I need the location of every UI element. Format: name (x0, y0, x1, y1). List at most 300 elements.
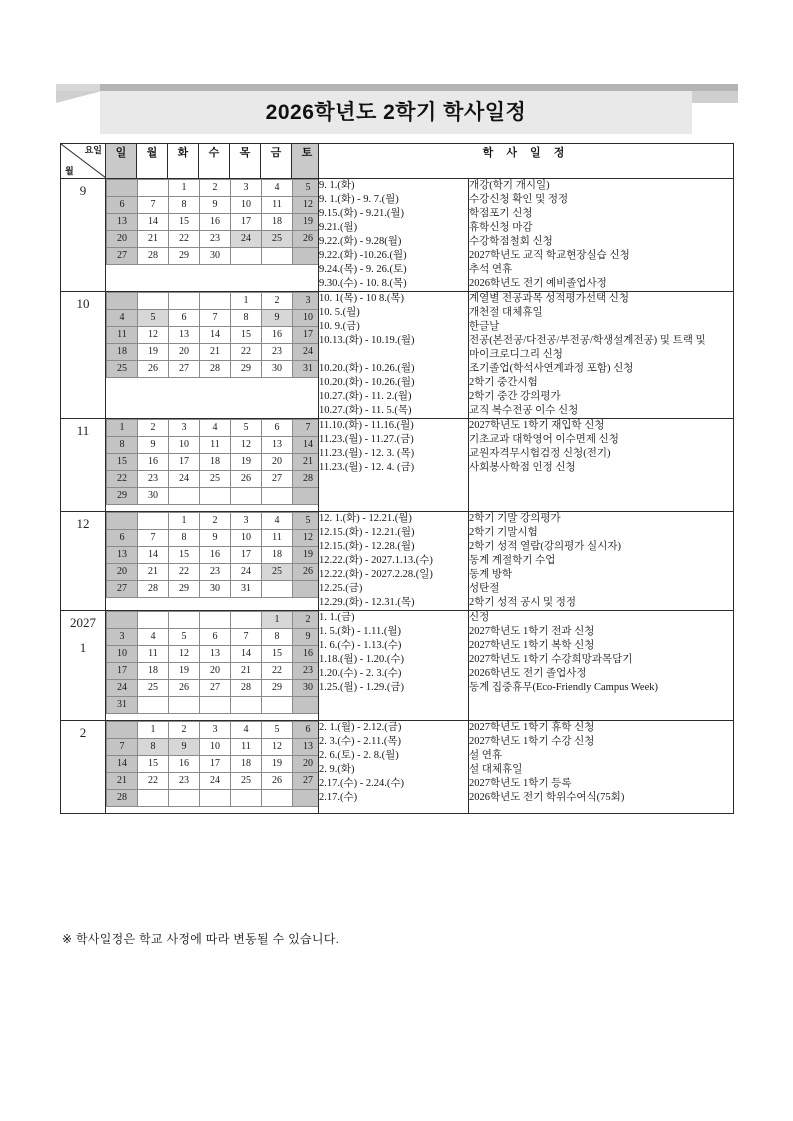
month-year-label: 2027 (70, 615, 96, 630)
event-descriptions-cell (469, 512, 734, 611)
mini-calendar-day: 16 (200, 547, 231, 564)
mini-calendar-day: 14 (138, 547, 169, 564)
month-row (61, 611, 734, 721)
month-number-label: 11 (76, 423, 90, 438)
mini-calendar-day: 20 (200, 663, 231, 680)
mini-calendar-spacer-cell (107, 265, 138, 272)
mini-calendar-day: 31 (293, 361, 324, 378)
event-date: 12.15.(화) - 12.28.(월) (319, 541, 415, 552)
mini-calendar-spacer-cell (169, 378, 200, 385)
schedule-column-header: 학 사 일 정 (319, 144, 734, 179)
mini-calendar-week (107, 197, 324, 214)
mini-calendar-day: 29 (169, 581, 200, 598)
event-description: 전공(본전공/다전공/부전공/학생설계전공) 및 트랙 및 (469, 335, 706, 346)
mini-calendar-day: 8 (262, 629, 293, 646)
mini-calendar-day: 10 (231, 197, 262, 214)
mini-calendar-day: 3 (200, 722, 231, 739)
mini-calendar-day: 14 (138, 214, 169, 231)
mini-calendar-spacer-cell (107, 598, 138, 605)
month-number-label: 1 (79, 639, 87, 655)
event-description: 2학기 성적 열람(강의평가 실시자) (469, 541, 621, 552)
mini-calendar-cell (106, 179, 319, 292)
mini-calendar-day: 17 (231, 547, 262, 564)
month-number-label: 12 (76, 516, 90, 531)
mini-calendar-empty-day (231, 612, 262, 629)
event-description: 신정 (469, 612, 490, 623)
mini-calendar-day: 5 (293, 513, 324, 530)
mini-calendar-week (107, 581, 324, 598)
event-dates-cell (319, 512, 469, 611)
mini-calendar-day: 2 (200, 513, 231, 530)
mini-calendar-day: 20 (107, 231, 138, 248)
mini-calendar-day: 25 (107, 361, 138, 378)
mini-calendar-day: 14 (107, 756, 138, 773)
mini-calendar-day: 16 (169, 756, 200, 773)
event-date: 1.18.(월) - 1.20.(수) (319, 654, 405, 665)
event-descriptions-cell (469, 292, 734, 419)
mini-calendar-day: 18 (138, 663, 169, 680)
mini-calendar-spacer-cell (107, 505, 138, 512)
event-date: 10. 1(목) - 10 8.(목) (319, 293, 405, 304)
weekday-header-sun: 일 (106, 144, 137, 178)
event-dates-cell (319, 292, 469, 419)
mini-calendar-day: 23 (138, 471, 169, 488)
mini-calendar-week (107, 310, 324, 327)
mini-calendar-day: 22 (169, 564, 200, 581)
weekday-header-wed: 수 (199, 144, 230, 178)
mini-calendar-week (107, 612, 324, 629)
mini-calendar-empty-day (200, 293, 231, 310)
mini-calendar-empty-day (200, 488, 231, 505)
mini-calendar-day: 25 (262, 564, 293, 581)
mini-calendar-grid (106, 419, 324, 511)
mini-calendar-cell (106, 721, 319, 814)
mini-calendar-day: 28 (138, 581, 169, 598)
event-description: 계열별 전공과목 성적평가선택 신청 (469, 293, 630, 304)
mini-calendar-day: 9 (293, 629, 324, 646)
mini-calendar-spacer-cell (138, 505, 169, 512)
mini-calendar-day: 15 (231, 327, 262, 344)
event-dates-cell (319, 179, 469, 292)
page-title: 2026학년도 2학기 학사일정 (265, 101, 527, 124)
month-number-label: 2 (79, 725, 87, 740)
mini-calendar-day: 13 (262, 437, 293, 454)
mini-calendar-spacer-cell (200, 378, 231, 385)
event-dates-list (319, 292, 468, 418)
mini-calendar-day: 28 (138, 248, 169, 265)
event-dates-list (319, 611, 468, 695)
event-descriptions-list (469, 721, 733, 805)
event-description: 2027학년도 1학기 등록 (469, 778, 572, 789)
month-row (61, 292, 734, 419)
footnote-text: ※ 학사일정은 학교 사정에 따라 변동될 수 있습니다. (62, 932, 340, 946)
month-label-cell (61, 611, 106, 721)
mini-calendar-empty-day (231, 790, 262, 807)
mini-calendar-day: 26 (293, 231, 324, 248)
mini-calendar-day: 2 (200, 180, 231, 197)
event-description: 사회봉사학점 인정 신청 (469, 462, 576, 473)
mini-calendar-spacer-cell (231, 505, 262, 512)
mini-calendar-day: 26 (138, 361, 169, 378)
mini-calendar-day: 17 (200, 756, 231, 773)
mini-calendar-spacer-cell (262, 505, 293, 512)
mini-calendar-day: 12 (293, 530, 324, 547)
mini-calendar-spacer-row (107, 598, 324, 605)
mini-calendar-day: 30 (200, 248, 231, 265)
mini-calendar-day: 9 (262, 310, 293, 327)
mini-calendar-day: 16 (262, 327, 293, 344)
month-label-cell (61, 292, 106, 419)
mini-calendar-day: 13 (293, 739, 324, 756)
mini-calendar-day: 3 (231, 180, 262, 197)
event-description: 마이크로디그리 신청 (469, 349, 563, 360)
title-banner (56, 84, 738, 134)
mini-calendar-day: 21 (138, 231, 169, 248)
mini-calendar-day: 9 (200, 530, 231, 547)
mini-calendar-cell (106, 419, 319, 512)
mini-calendar-day: 22 (138, 773, 169, 790)
table-header-row (61, 144, 734, 179)
event-description: 개강(학기 개시일) (469, 180, 550, 191)
mini-calendar-day: 1 (231, 293, 262, 310)
mini-calendar-day: 5 (169, 629, 200, 646)
mini-calendar-day: 22 (107, 471, 138, 488)
mini-calendar-day: 27 (107, 581, 138, 598)
mini-calendar-day: 7 (231, 629, 262, 646)
mini-calendar-empty-day (138, 612, 169, 629)
event-description: 2027학년도 1학기 휴학 신청 (469, 722, 595, 733)
mini-calendar-week (107, 739, 324, 756)
mini-calendar-day: 23 (262, 344, 293, 361)
mini-calendar-day: 21 (138, 564, 169, 581)
month-label-cell (61, 419, 106, 512)
event-date: 9.21.(월) (319, 222, 358, 233)
mini-calendar-day: 26 (262, 773, 293, 790)
month-row (61, 721, 734, 814)
event-description: 2027학년도 1학기 전과 신청 (469, 626, 595, 637)
mini-calendar-day: 6 (293, 722, 324, 739)
mini-calendar-day: 18 (262, 214, 293, 231)
mini-calendar-day: 10 (107, 646, 138, 663)
mini-calendar-day: 27 (107, 248, 138, 265)
mini-calendar-day: 24 (169, 471, 200, 488)
mini-calendar-spacer-cell (169, 714, 200, 721)
mini-calendar-empty-day (138, 790, 169, 807)
mini-calendar-day: 19 (169, 663, 200, 680)
mini-calendar-day: 8 (169, 197, 200, 214)
mini-calendar-empty-day (107, 180, 138, 197)
mini-calendar-empty-day (169, 790, 200, 807)
weekday-header-sat: 토 (292, 144, 323, 178)
mini-calendar-spacer-cell (262, 265, 293, 272)
event-descriptions-list (469, 611, 733, 695)
mini-calendar-day: 9 (169, 739, 200, 756)
mini-calendar-day: 5 (231, 420, 262, 437)
mini-calendar-day: 23 (293, 663, 324, 680)
mini-calendar-cell (106, 292, 319, 419)
month-number-label: 9 (79, 183, 87, 198)
mini-calendar-spacer-cell (107, 807, 138, 814)
mini-calendar-day: 23 (200, 231, 231, 248)
mini-calendar-day: 7 (138, 197, 169, 214)
mini-calendar-spacer-cell (262, 598, 293, 605)
event-description: 수강학점철회 신청 (469, 236, 553, 247)
event-date: 2.17.(수) - 2.24.(수) (319, 778, 405, 789)
event-description: 2027학년도 1학기 복학 신청 (469, 640, 595, 651)
event-date: 10.20.(화) - 10.26.(월) (319, 363, 415, 374)
mini-calendar-day: 2 (293, 612, 324, 629)
mini-calendar-day: 26 (231, 471, 262, 488)
mini-calendar-day: 13 (107, 214, 138, 231)
event-description: 2026학년도 전기 졸업사정 (469, 668, 587, 679)
event-description: 동계 방학 (469, 569, 513, 580)
event-descriptions-cell (469, 179, 734, 292)
mini-calendar-day: 12 (262, 739, 293, 756)
mini-calendar-week (107, 697, 324, 714)
mini-calendar-empty-day (107, 722, 138, 739)
mini-calendar-spacer-cell (138, 807, 169, 814)
mini-calendar-spacer-cell (231, 598, 262, 605)
mini-calendar-day: 23 (169, 773, 200, 790)
mini-calendar-week (107, 756, 324, 773)
event-date: 12.22.(화) - 2027.2.28.(일) (319, 569, 433, 580)
event-description: 동계 계절학기 수업 (469, 555, 556, 566)
mini-calendar-day: 4 (231, 722, 262, 739)
mini-calendar-day: 28 (231, 680, 262, 697)
event-date: 12. 1.(화) - 12.21.(월) (319, 513, 412, 524)
mini-calendar-week (107, 488, 324, 505)
mini-calendar-empty-day (107, 513, 138, 530)
mini-calendar-day: 4 (138, 629, 169, 646)
banner-left-bevel (56, 91, 102, 103)
month-label-cell (61, 721, 106, 814)
mini-calendar-day: 24 (231, 231, 262, 248)
mini-calendar-spacer-cell (231, 378, 262, 385)
mini-calendar-empty-day (262, 697, 293, 714)
mini-calendar-day: 12 (293, 197, 324, 214)
event-date: 10. 5.(월) (319, 307, 360, 318)
mini-calendar-day: 20 (262, 454, 293, 471)
mini-calendar-day: 1 (169, 513, 200, 530)
event-description: 2학기 기말시험 (469, 527, 538, 538)
banner-top-edge (100, 84, 738, 91)
mini-calendar-day: 10 (231, 530, 262, 547)
mini-calendar-spacer-cell (169, 505, 200, 512)
mini-calendar-empty-day (262, 248, 293, 265)
mini-calendar-day: 12 (169, 646, 200, 663)
weekday-header-tue: 화 (168, 144, 199, 178)
header-month-label: 월 (65, 166, 74, 176)
mini-calendar-spacer-cell (231, 265, 262, 272)
mini-calendar-day: 13 (169, 327, 200, 344)
mini-calendar-day: 10 (293, 310, 324, 327)
mini-calendar-day: 1 (169, 180, 200, 197)
mini-calendar-grid (106, 611, 324, 720)
mini-calendar-day: 23 (200, 564, 231, 581)
mini-calendar-empty-day (200, 697, 231, 714)
mini-calendar-day: 3 (293, 293, 324, 310)
mini-calendar-day: 18 (200, 454, 231, 471)
mini-calendar-day: 5 (138, 310, 169, 327)
event-description: 동계 집중휴무(Eco-Friendly Campus Week) (469, 682, 658, 693)
mini-calendar-empty-day (169, 612, 200, 629)
mini-calendar-spacer-row (107, 265, 324, 272)
mini-calendar-day: 15 (262, 646, 293, 663)
mini-calendar-spacer-row (107, 505, 324, 512)
mini-calendar-empty-day (231, 248, 262, 265)
mini-calendar-day: 7 (200, 310, 231, 327)
academic-calendar-table (60, 143, 734, 814)
mini-calendar-day: 6 (262, 420, 293, 437)
mini-calendar-day: 4 (107, 310, 138, 327)
mini-calendar-day: 22 (262, 663, 293, 680)
month-row (61, 512, 734, 611)
mini-calendar-day: 10 (200, 739, 231, 756)
mini-calendar-day: 2 (169, 722, 200, 739)
event-description: 수강신청 확인 및 정정 (469, 194, 569, 205)
mini-calendar-day: 15 (107, 454, 138, 471)
mini-calendar-day: 22 (169, 231, 200, 248)
mini-calendar-day: 14 (293, 437, 324, 454)
mini-calendar-day: 28 (200, 361, 231, 378)
mini-calendar-week (107, 327, 324, 344)
mini-calendar-day: 19 (293, 547, 324, 564)
mini-calendar-day: 18 (231, 756, 262, 773)
event-date: 9.30.(수) - 10. 8.(목) (319, 278, 407, 289)
mini-calendar-empty-day (169, 697, 200, 714)
mini-calendar-empty-day (262, 790, 293, 807)
event-dates-cell (319, 419, 469, 512)
event-description: 조기졸업(학석사연계과정 포함) 신청 (469, 363, 634, 374)
mini-calendar-day: 30 (293, 680, 324, 697)
event-description: 한글날 (469, 321, 500, 332)
event-description: 교직 복수전공 이수 신청 (469, 405, 579, 416)
event-descriptions-list (469, 292, 733, 418)
mini-calendar-day: 3 (107, 629, 138, 646)
event-date: 1.20.(수) - 2. 3.(수) (319, 668, 402, 679)
event-description: 2학기 중간시험 (469, 377, 538, 388)
mini-calendar-week (107, 790, 324, 807)
mini-calendar-day: 5 (293, 180, 324, 197)
mini-calendar-spacer-cell (107, 714, 138, 721)
mini-calendar-spacer-cell (200, 714, 231, 721)
mini-calendar-grid (106, 292, 324, 384)
mini-calendar-spacer-cell (231, 714, 262, 721)
mini-calendar-empty-day (107, 612, 138, 629)
event-descriptions-cell (469, 419, 734, 512)
mini-calendar-day: 21 (231, 663, 262, 680)
mini-calendar-day: 1 (107, 420, 138, 437)
mini-calendar-day: 12 (231, 437, 262, 454)
month-number-label: 10 (76, 296, 90, 311)
mini-calendar-spacer-cell (138, 714, 169, 721)
mini-calendar-spacer-cell (138, 378, 169, 385)
event-description: 학점포기 신청 (469, 208, 533, 219)
mini-calendar-empty-day (200, 790, 231, 807)
mini-calendar-week (107, 513, 324, 530)
mini-calendar-week (107, 437, 324, 454)
mini-calendar-day: 31 (107, 697, 138, 714)
mini-calendar-day: 10 (169, 437, 200, 454)
event-date: 12.25.(금) (319, 583, 363, 594)
mini-calendar-day: 8 (138, 739, 169, 756)
mini-calendar-day: 8 (107, 437, 138, 454)
month-row (61, 179, 734, 292)
mini-calendar-week (107, 564, 324, 581)
mini-calendar-week (107, 663, 324, 680)
event-date: 10.27.(화) - 11. 2.(월) (319, 391, 412, 402)
event-descriptions-cell (469, 721, 734, 814)
event-date: 11.23.(월) - 11.27.(금) (319, 434, 414, 445)
mini-calendar-day: 17 (293, 327, 324, 344)
event-descriptions-list (469, 179, 733, 291)
mini-calendar-day: 25 (231, 773, 262, 790)
mini-calendar-day: 27 (262, 471, 293, 488)
mini-calendar-week (107, 214, 324, 231)
mini-calendar-day: 14 (231, 646, 262, 663)
month-rows-body (61, 179, 734, 814)
mini-calendar-day: 3 (231, 513, 262, 530)
mini-calendar-day: 31 (231, 581, 262, 598)
mini-calendar-empty-day (138, 180, 169, 197)
mini-calendar-day: 20 (293, 756, 324, 773)
mini-calendar-day: 28 (293, 471, 324, 488)
event-date: 2. 3.(수) - 2.11.(목) (319, 736, 402, 747)
mini-calendar-cell (106, 512, 319, 611)
event-date: 1. 6.(수) - 1.13.(수) (319, 640, 402, 651)
event-description: 2학기 기말 강의평가 (469, 513, 561, 524)
mini-calendar-day: 18 (107, 344, 138, 361)
mini-calendar-empty-day (107, 293, 138, 310)
event-date: 2. 1.(월) - 2.12.(금) (319, 722, 402, 733)
mini-calendar-week (107, 231, 324, 248)
mini-calendar-day: 11 (262, 530, 293, 547)
event-description: 2026학년도 전기 학위수여식(75회) (469, 792, 625, 803)
mini-calendar-day: 1 (138, 722, 169, 739)
mini-calendar-day: 8 (169, 530, 200, 547)
mini-calendar-day: 24 (231, 564, 262, 581)
mini-calendar-day: 19 (231, 454, 262, 471)
event-description: 휴학신청 마감 (469, 222, 533, 233)
event-date: 9. 1.(화) - 9. 7.(월) (319, 194, 399, 205)
mini-calendar-day: 17 (231, 214, 262, 231)
mini-calendar-empty-day (231, 697, 262, 714)
mini-calendar-day: 20 (169, 344, 200, 361)
month-label-cell (61, 179, 106, 292)
mini-calendar-spacer-cell (200, 265, 231, 272)
weekday-header-mon: 월 (137, 144, 168, 178)
mini-calendar-day: 28 (107, 790, 138, 807)
mini-calendar-week (107, 454, 324, 471)
mini-calendar-grid (106, 512, 324, 604)
event-date: 9.22.(화) - 9.28(월) (319, 236, 402, 247)
mini-calendar-week (107, 530, 324, 547)
mini-calendar-day: 18 (262, 547, 293, 564)
event-date: 11.10.(화) - 11.16.(월) (319, 420, 414, 431)
mini-calendar-day: 24 (293, 344, 324, 361)
mini-calendar-day: 30 (138, 488, 169, 505)
mini-calendar-day: 9 (200, 197, 231, 214)
event-description: 2026학년도 전기 예비졸업사정 (469, 278, 607, 289)
mini-calendar-spacer-cell (200, 807, 231, 814)
mini-calendar-day: 22 (231, 344, 262, 361)
mini-calendar-day: 13 (200, 646, 231, 663)
mini-calendar-spacer-cell (200, 598, 231, 605)
mini-calendar-spacer-row (107, 378, 324, 385)
event-date: 10. 9.(금) (319, 321, 360, 332)
event-dates-list (319, 179, 468, 291)
mini-calendar-empty-day (262, 488, 293, 505)
